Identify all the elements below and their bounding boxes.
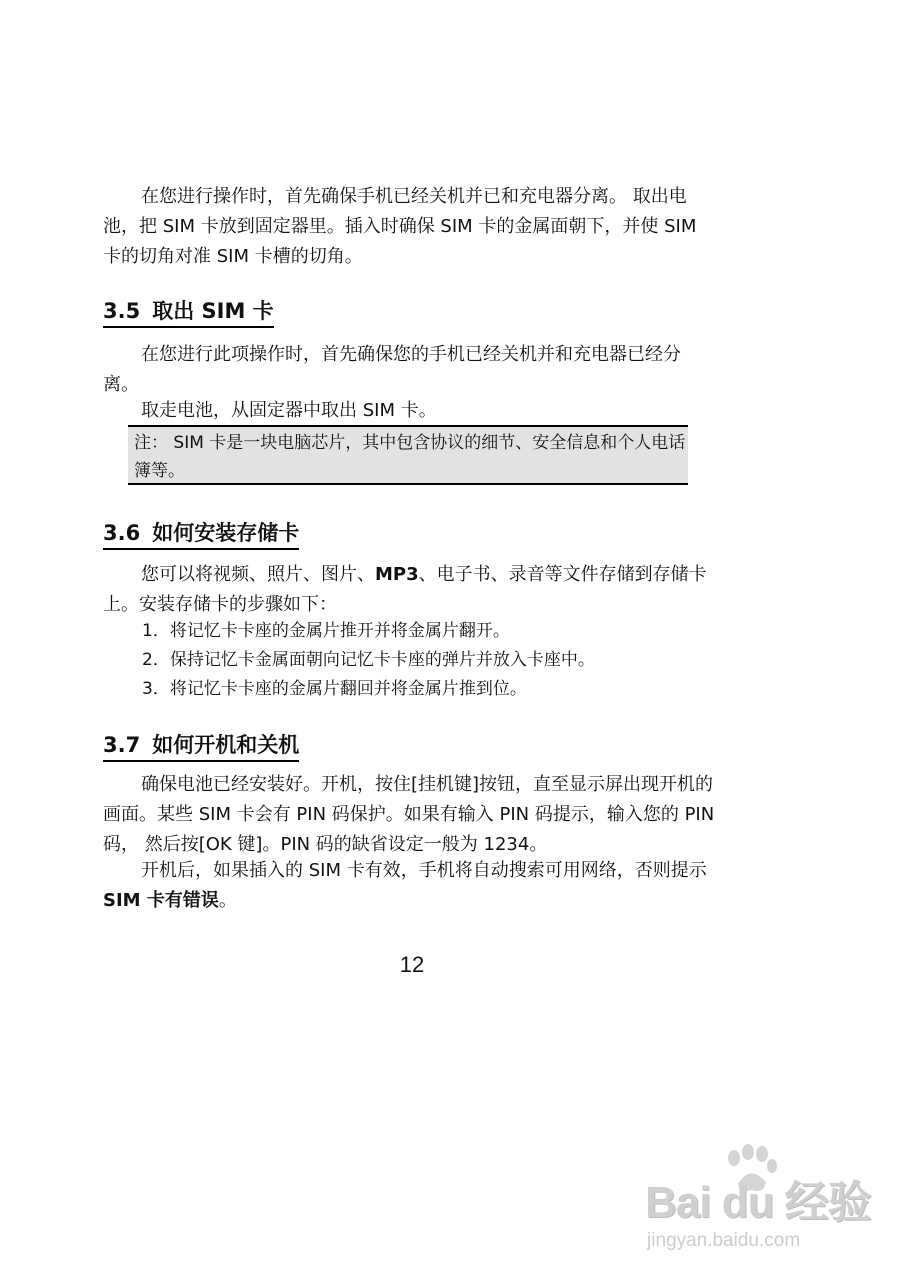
section-number: 3.6 bbox=[103, 521, 141, 545]
section-3-5-paragraph-1: 在您进行此项操作时，首先确保您的手机已经关机并和充电器已经分离。 bbox=[103, 344, 681, 395]
step-item: 2．保持记忆卡金属面朝向记忆卡卡座的弹片并放入卡座中。 bbox=[142, 650, 595, 670]
section-title: 取出 SIM 卡 bbox=[152, 299, 274, 323]
paragraph-text: 您可以将视频、照片、图片、 bbox=[141, 564, 375, 585]
page-number: 12 bbox=[399, 952, 425, 977]
section-heading-3-5 bbox=[103, 296, 274, 328]
step-item: 1．将记忆卡卡座的金属片推开并将金属片翻开。 bbox=[142, 621, 510, 641]
baidu-jingyan-logo: Bai du 经验 bbox=[645, 1178, 871, 1227]
step-item: 3．将记忆卡卡座的金属片翻回并将金属片推到位。 bbox=[142, 679, 527, 699]
section-3-7-paragraph-2 bbox=[103, 856, 715, 916]
section-3-6-paragraph bbox=[103, 560, 715, 620]
mp3-bold: MP3 bbox=[375, 564, 419, 585]
section-number: 3.7 bbox=[103, 733, 141, 757]
section-heading-3-7 bbox=[103, 730, 299, 762]
paragraph-text: 开机后，如果插入的 SIM 卡有效，手机将自动搜索可用网络，否则提示 bbox=[141, 860, 707, 881]
section-heading-3-6 bbox=[103, 518, 299, 550]
baidu-watermark bbox=[645, 1148, 871, 1258]
sim-error-bold: SIM 卡有错误 bbox=[103, 890, 219, 911]
section-title: 如何安装存储卡 bbox=[152, 521, 300, 545]
paragraph-text: 、电子书、录音等文件存储到存储卡上。安装存储卡的步骤如下： bbox=[103, 564, 707, 615]
paragraph-text: 。 bbox=[218, 890, 237, 911]
intro-paragraph: 在您进行操作时，首先确保手机已经关机并已和充电器分离。 取出电池，把 SIM 卡放到固定器里。插入时确保 SIM 卡的金属面朝下，并使 SIM 卡的切角对准 SIM 卡槽的切角。 bbox=[103, 186, 697, 267]
section-3-7-paragraph-1: 确保电池已经安装好。开机，按住[挂机键]按钮，直至显示屏出现开机的画面。某些 SIM 卡会有 PIN 码保护。如果有输入 PIN 码提示，输入您的 PIN 码， 然后按[OK 键]。PIN 码的缺省设定一般为 1234。 bbox=[103, 774, 715, 855]
section-title: 如何开机和关机 bbox=[152, 733, 300, 757]
watermark-url: jingyan.baidu.com bbox=[647, 1230, 801, 1251]
section-3-5-paragraph-2: 取走电池，从固定器中取出 SIM 卡。 bbox=[141, 400, 437, 421]
section-number: 3.5 bbox=[103, 299, 141, 323]
note-box: 注： SIM 卡是一块电脑芯片，其中包含协议的细节、安全信息和个人电话簿等。 bbox=[128, 425, 688, 485]
